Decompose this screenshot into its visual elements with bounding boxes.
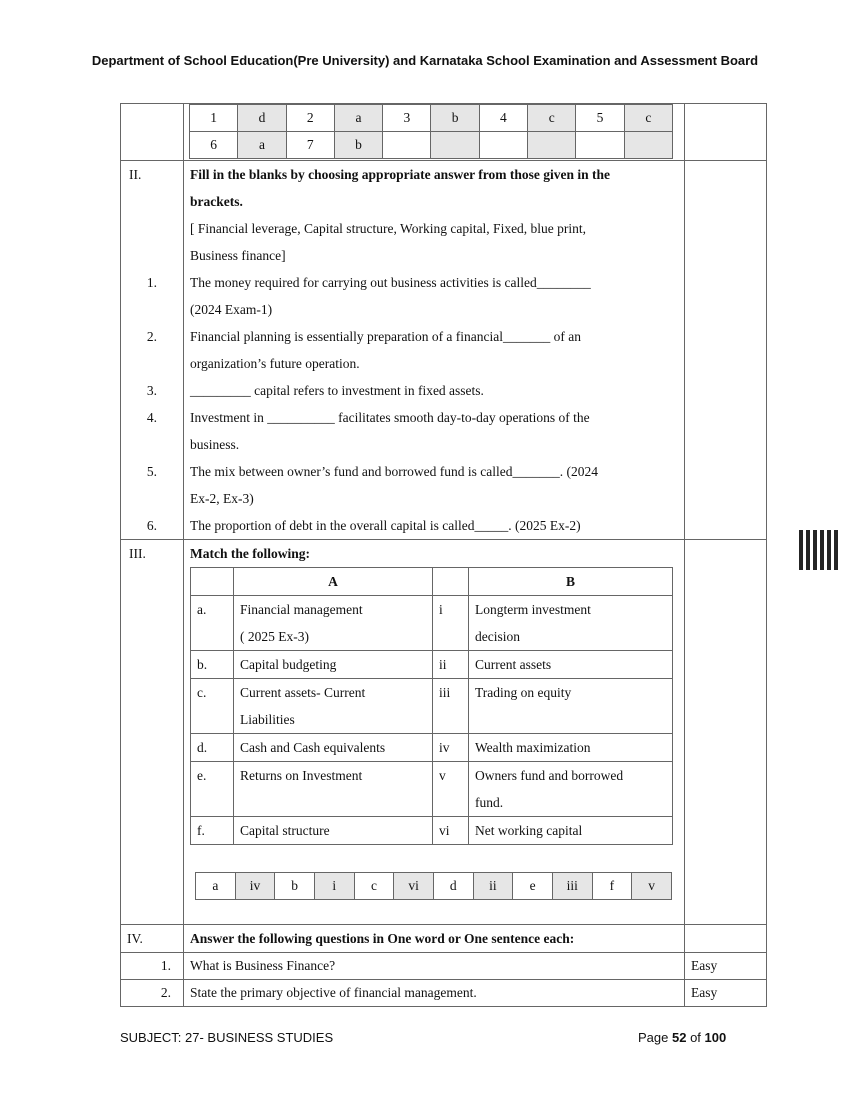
answer-cell: c	[624, 105, 672, 132]
question-text: The money required for carrying out business activities is called________	[190, 275, 591, 290]
footer-subject: SUBJECT: 27- BUSINESS STUDIES	[120, 1030, 334, 1045]
answer-key-table-iii	[195, 872, 672, 900]
answer-cell: f	[592, 873, 632, 900]
section-num-cell	[121, 540, 184, 925]
page-number: 52	[671, 1030, 687, 1045]
match-a-text: Financial management	[240, 602, 363, 617]
section-title-cont: brackets.	[190, 194, 243, 209]
answer-cell: d	[433, 873, 473, 900]
answer-cell: iv	[235, 873, 275, 900]
match-letter: c.	[197, 685, 207, 700]
item-number: 1.	[121, 953, 184, 980]
answer-cell: a	[196, 873, 236, 900]
num-cell	[121, 104, 184, 161]
match-roman: ii	[439, 657, 447, 672]
match-row	[191, 651, 673, 679]
options-text-cont: Business finance]	[190, 248, 286, 263]
match-letter-cell	[191, 651, 234, 679]
item-number: 1.	[146, 275, 157, 290]
answer-cell: 1	[190, 105, 238, 132]
question-text: Financial planning is essentially preparation of a financial_______ of an	[190, 329, 582, 344]
column-b-header: B	[469, 568, 673, 596]
answer-cell: c	[528, 105, 576, 132]
item-number: 4.	[146, 410, 157, 425]
answer-cell: ii	[473, 873, 513, 900]
match-roman-cell	[433, 762, 469, 817]
section-number: III.	[129, 546, 146, 561]
match-a-text-cell	[234, 762, 433, 817]
match-a-text: Returns on Investment	[240, 768, 363, 783]
answer-cell: a	[334, 105, 382, 132]
level-cell	[685, 104, 767, 161]
section-title: Match the following:	[190, 546, 310, 561]
match-roman: i	[439, 602, 443, 617]
answer-cell: 7	[286, 132, 334, 159]
section-num-cell	[121, 161, 184, 540]
page-header: Department of School Education(Pre University) and Karnataka School Examination and Assessment Board	[91, 53, 759, 68]
answer-cell: b	[275, 873, 315, 900]
answer-cell	[528, 132, 576, 159]
answer-cell: 3	[383, 105, 431, 132]
answer-cell	[383, 132, 431, 159]
question-text: The proportion of debt in the overall capital is called_____. (2025 Ex-2)	[190, 518, 581, 533]
match-letter-cell	[191, 762, 234, 817]
answer-cell	[576, 132, 624, 159]
page-of: of	[686, 1030, 705, 1045]
match-b-text-cell	[469, 596, 673, 651]
answer-cell: iii	[552, 873, 592, 900]
match-b-text-cont: decision	[475, 629, 520, 644]
item-number: 2.	[121, 980, 184, 1007]
match-roman: iv	[439, 740, 450, 755]
match-table	[190, 567, 673, 845]
match-b-text: Current assets	[475, 657, 552, 672]
question-text: What is Business Finance?	[184, 953, 685, 980]
question-row	[121, 953, 767, 980]
answer-key-cell	[184, 104, 685, 161]
match-roman-cell	[433, 596, 469, 651]
match-b-text-cell	[469, 734, 673, 762]
column-a-header: A	[234, 568, 433, 596]
section-title: Fill in the blanks by choosing appropriate answer from those given in the	[190, 167, 611, 182]
match-roman: vi	[439, 823, 450, 838]
match-row	[191, 679, 673, 734]
answer-cell: c	[354, 873, 394, 900]
match-row	[191, 734, 673, 762]
question-text-cont: business.	[190, 437, 240, 452]
answer-cell	[479, 132, 527, 159]
section-number: IV.	[127, 930, 143, 946]
difficulty-level: Easy	[685, 980, 767, 1007]
match-a-text-cell	[234, 679, 433, 734]
match-roman-cell	[433, 734, 469, 762]
match-b-text-cell	[469, 817, 673, 845]
answer-cell	[624, 132, 672, 159]
answer-cell: vi	[394, 873, 434, 900]
item-number: 6.	[146, 518, 157, 533]
options-text: [ Financial leverage, Capital structure, Working capital, Fixed, blue print,	[190, 221, 587, 236]
match-b-text-cell	[469, 651, 673, 679]
level-cell	[685, 161, 767, 540]
question-row	[121, 980, 767, 1007]
match-a-text-cont: ( 2025 Ex-3)	[240, 629, 309, 644]
match-b-text-cell	[469, 679, 673, 734]
page-total: 100	[704, 1030, 727, 1045]
match-a-text-cell	[234, 734, 433, 762]
match-roman: iii	[439, 685, 451, 700]
match-letter: e.	[197, 768, 207, 783]
match-roman: v	[439, 768, 446, 783]
match-row	[191, 596, 673, 651]
section-number: II.	[129, 167, 142, 182]
section-ii-body	[184, 161, 685, 540]
match-a-text: Current assets- Current	[240, 685, 366, 700]
match-a-text: Cash and Cash equivalents	[240, 740, 386, 755]
match-b-text-cont: fund.	[475, 795, 504, 810]
match-a-text-cont: Liabilities	[240, 712, 295, 727]
match-letter-cell	[191, 679, 234, 734]
match-a-text: Capital structure	[240, 823, 330, 838]
match-b-text: Net working capital	[475, 823, 583, 838]
match-a-text-cell	[234, 817, 433, 845]
answer-cell: b	[431, 105, 479, 132]
question-text: Investment in __________ facilitates smooth day-to-day operations of the	[190, 410, 590, 425]
section-iii-body	[184, 540, 685, 925]
page-label: Page	[638, 1030, 672, 1045]
match-letter: f.	[197, 823, 205, 838]
footer-page	[638, 1030, 726, 1045]
match-b-text-cell	[469, 762, 673, 817]
match-letter: a.	[197, 602, 207, 617]
match-letter: b.	[197, 657, 208, 672]
match-letter-cell	[191, 734, 234, 762]
difficulty-level: Easy	[685, 953, 767, 980]
match-b-text: Owners fund and borrowed	[475, 768, 624, 783]
answer-cell: i	[314, 873, 354, 900]
match-roman-cell	[433, 817, 469, 845]
answer-cell: a	[238, 132, 286, 159]
match-b-text: Trading on equity	[475, 685, 572, 700]
match-a-text-cell	[234, 651, 433, 679]
match-roman-cell	[433, 679, 469, 734]
match-row	[191, 817, 673, 845]
question-text-cont: (2024 Exam-1)	[190, 302, 273, 317]
match-b-text: Longterm investment	[475, 602, 591, 617]
match-b-text: Wealth maximization	[475, 740, 591, 755]
match-roman-cell	[433, 651, 469, 679]
item-number: 2.	[146, 329, 157, 344]
qr-code-icon	[799, 530, 839, 570]
section-title: Answer the following questions in One word or One sentence each:	[184, 925, 685, 953]
answer-cell: 6	[190, 132, 238, 159]
question-table	[120, 103, 767, 1007]
answer-cell: d	[238, 105, 286, 132]
match-row	[191, 762, 673, 817]
answer-cell: b	[334, 132, 382, 159]
level-cell	[685, 540, 767, 925]
match-a-text-cell	[234, 596, 433, 651]
match-letter-cell	[191, 596, 234, 651]
answer-cell: e	[513, 873, 553, 900]
question-text: _________ capital refers to investment in fixed assets.	[190, 383, 484, 398]
match-letter-cell	[191, 817, 234, 845]
answer-cell	[431, 132, 479, 159]
item-number: 3.	[146, 383, 157, 398]
question-text: The mix between owner’s fund and borrowed fund is called_______. (2024	[190, 464, 599, 479]
item-number: 5.	[146, 464, 157, 479]
answer-cell: 5	[576, 105, 624, 132]
answer-cell: v	[632, 873, 672, 900]
answer-cell: 4	[479, 105, 527, 132]
question-text-cont: Ex-2, Ex-3)	[190, 491, 254, 506]
match-a-text: Capital budgeting	[240, 657, 337, 672]
question-text-cont: organization’s future operation.	[190, 356, 360, 371]
answer-cell: 2	[286, 105, 334, 132]
question-text: State the primary objective of financial management.	[184, 980, 685, 1007]
answer-key-table-i	[189, 104, 673, 159]
match-letter: d.	[197, 740, 208, 755]
